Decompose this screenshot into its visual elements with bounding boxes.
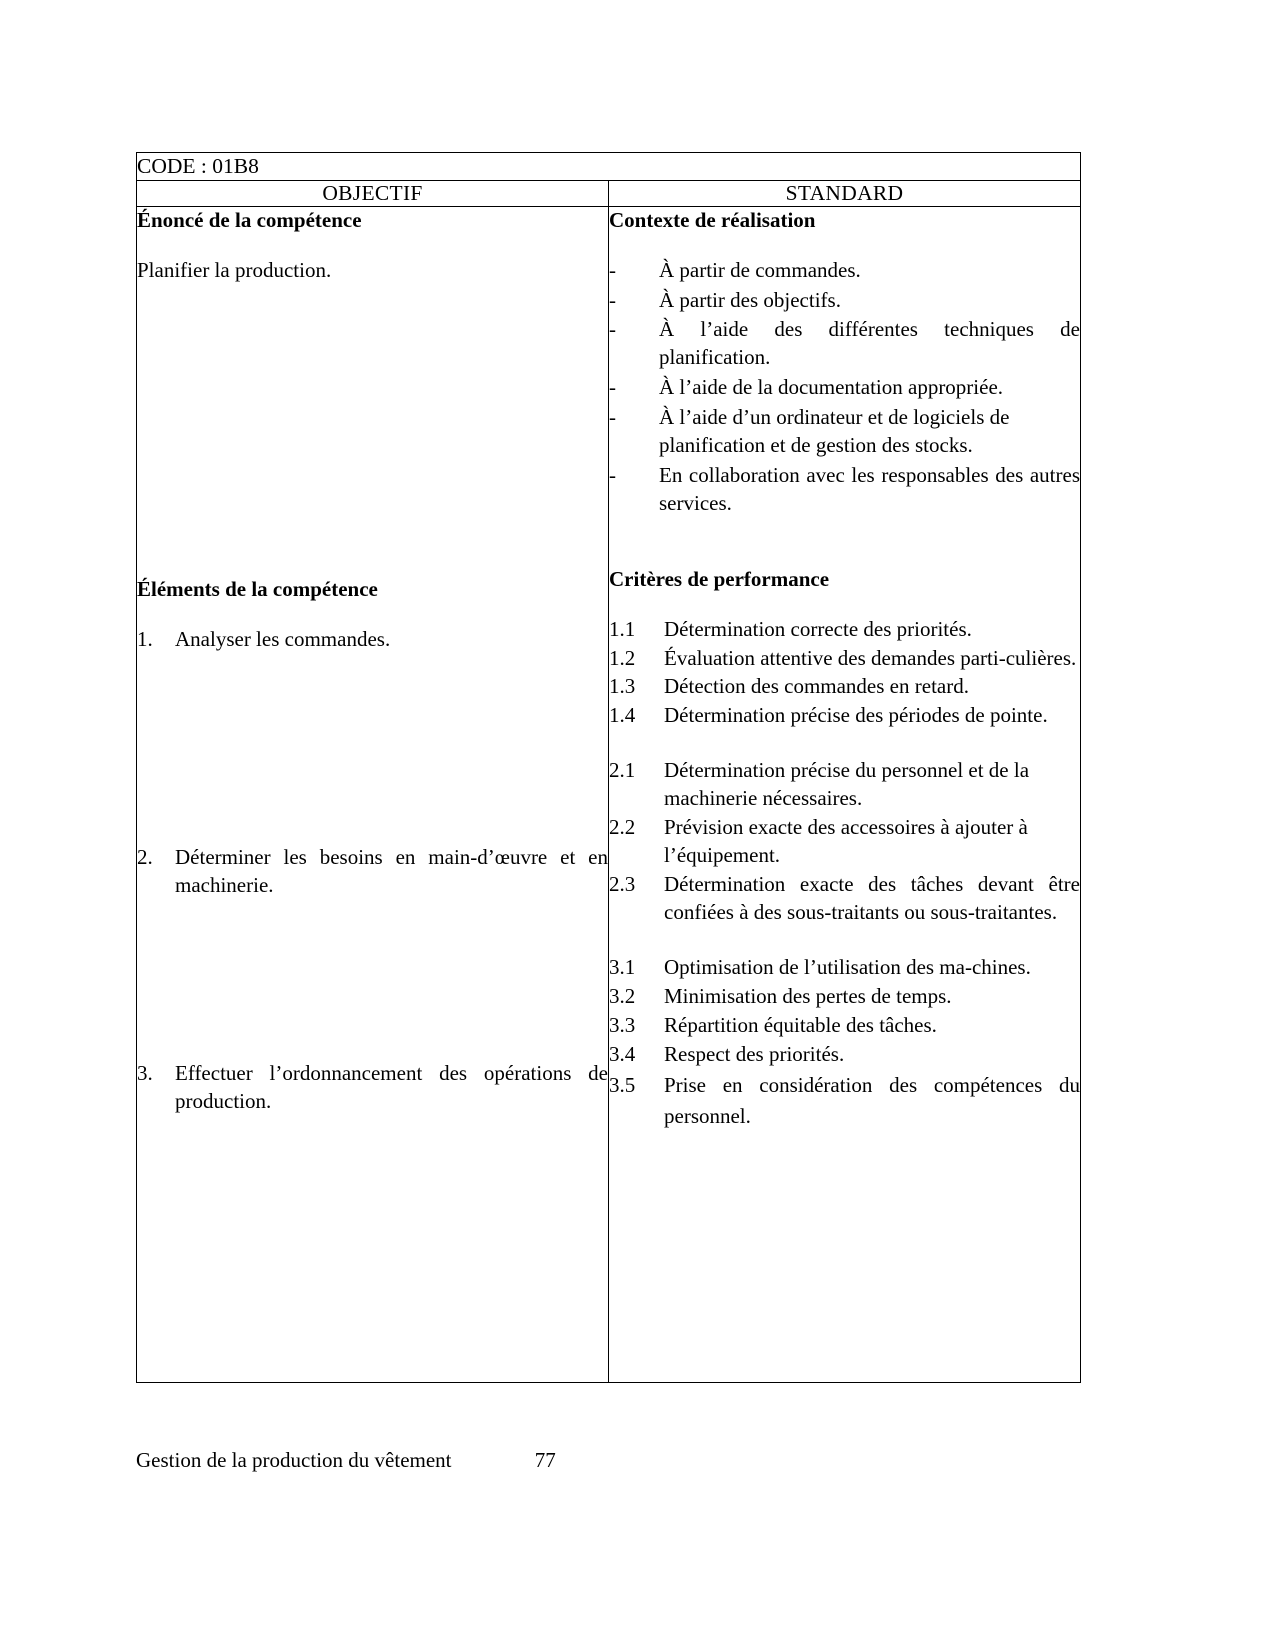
criterion-number: 1.3 bbox=[609, 674, 636, 699]
contexte-text: À l’aide de la documentation appropriée. bbox=[659, 375, 1004, 400]
criterion-text: Détermination correcte des priorités. bbox=[664, 616, 972, 641]
criterion-number: 3.1 bbox=[609, 954, 636, 979]
contexte-text: À partir de commandes. bbox=[659, 257, 861, 282]
criterion-text: Respect des priorités. bbox=[664, 1041, 845, 1066]
elements-title: Éléments de la compétence bbox=[137, 577, 378, 602]
dash-bullet: - bbox=[609, 375, 616, 400]
list-item bbox=[137, 626, 608, 654]
criterion-number: 3.3 bbox=[609, 1012, 636, 1037]
table-row-headers bbox=[137, 180, 1081, 206]
dash-bullet: - bbox=[609, 317, 616, 342]
spacer bbox=[137, 330, 608, 576]
list-item bbox=[609, 1041, 1080, 1069]
competency-table bbox=[136, 152, 1081, 1383]
list-item bbox=[609, 616, 1080, 644]
list-item bbox=[609, 673, 1080, 701]
contexte-list bbox=[609, 257, 1080, 518]
list-item bbox=[609, 1070, 1080, 1133]
standard-cell bbox=[609, 206, 1081, 1382]
contexte-text: À partir des objectifs. bbox=[659, 287, 841, 312]
list-item bbox=[609, 316, 1080, 372]
criterion-text: Répartition équitable des tâches. bbox=[664, 1012, 937, 1037]
element-number: 2. bbox=[137, 844, 153, 869]
page-footer bbox=[136, 1448, 1080, 1473]
dash-bullet: - bbox=[609, 463, 616, 488]
list-item bbox=[609, 983, 1080, 1011]
list-item bbox=[609, 462, 1080, 518]
criterion-number: 1.1 bbox=[609, 616, 636, 641]
objectif-cell bbox=[137, 206, 609, 1382]
criterion-text: Prévision exacte des accessoires à ajouter à l’équipement. bbox=[664, 815, 1028, 868]
contexte-text: À l’aide d’un ordinateur et de logiciels de planification et de gestion des stocks. bbox=[659, 405, 1010, 458]
header-standard: STANDARD bbox=[609, 180, 1081, 206]
criteres-group-2 bbox=[609, 757, 1080, 927]
list-item bbox=[137, 1060, 608, 1116]
criterion-number: 3.2 bbox=[609, 983, 636, 1008]
criterion-text: Évaluation attentive des demandes parti-culières. bbox=[664, 645, 1077, 670]
criterion-number: 2.1 bbox=[609, 758, 636, 783]
spacer bbox=[609, 520, 1080, 566]
criteres-group-3 bbox=[609, 954, 1080, 1133]
table-row-body bbox=[137, 206, 1081, 1382]
criterion-number: 3.5 bbox=[609, 1072, 636, 1097]
table-row-code bbox=[137, 153, 1081, 181]
criteres-group-1 bbox=[609, 616, 1080, 731]
element-number: 3. bbox=[137, 1060, 153, 1085]
criterion-text: Minimisation des pertes de temps. bbox=[664, 983, 952, 1008]
criterion-number: 1.4 bbox=[609, 703, 636, 728]
criteres-title: Critères de performance bbox=[609, 566, 830, 591]
criterion-number: 1.2 bbox=[609, 645, 636, 670]
dash-bullet: - bbox=[609, 287, 616, 312]
footer-title: Gestion de la production du vêtement bbox=[136, 1448, 452, 1472]
list-item bbox=[609, 257, 1080, 285]
criterion-number: 2.2 bbox=[609, 815, 636, 840]
spacer bbox=[137, 900, 608, 1060]
element-number: 1. bbox=[137, 627, 153, 652]
list-item bbox=[609, 645, 1080, 673]
list-item bbox=[609, 1012, 1080, 1040]
list-item bbox=[609, 757, 1080, 813]
list-item bbox=[609, 871, 1080, 927]
criterion-number: 2.3 bbox=[609, 871, 636, 896]
footer-page-number: 77 bbox=[534, 1448, 556, 1472]
list-item bbox=[609, 287, 1080, 315]
list-item bbox=[609, 404, 1080, 460]
header-objectif: OBJECTIF bbox=[137, 180, 609, 206]
list-item bbox=[609, 954, 1080, 982]
contexte-title: Contexte de réalisation bbox=[609, 207, 816, 232]
criterion-text: Détermination précise des périodes de pointe. bbox=[664, 703, 1048, 728]
element-text: Analyser les commandes. bbox=[175, 627, 391, 652]
contexte-text: À l’aide des différentes techniques de planification. bbox=[659, 317, 1080, 370]
spacer bbox=[137, 284, 608, 330]
list-item bbox=[609, 814, 1080, 870]
dash-bullet: - bbox=[609, 257, 616, 282]
spacer bbox=[609, 928, 1080, 954]
elements-list bbox=[137, 626, 608, 1116]
dash-bullet: - bbox=[609, 405, 616, 430]
enonce-title: Énoncé de la compétence bbox=[137, 207, 362, 232]
criterion-text: Optimisation de l’utilisation des ma-chines. bbox=[664, 954, 1031, 979]
criterion-text: Détermination précise du personnel et de la machinerie nécessaires. bbox=[664, 758, 1030, 811]
list-item bbox=[609, 702, 1080, 730]
spacer bbox=[609, 731, 1080, 757]
spacer bbox=[137, 654, 608, 844]
criterion-text: Prise en considération des compétences du personnel. bbox=[664, 1072, 1080, 1129]
contexte-text: En collaboration avec les responsables des autres services. bbox=[659, 463, 1080, 515]
criterion-text: Détermination exacte des tâches devant être confiées à des sous-traitants ou sous-traitantes. bbox=[664, 871, 1080, 924]
criterion-text: Détection des commandes en retard. bbox=[664, 674, 969, 699]
enonce-text: Planifier la production. bbox=[137, 257, 332, 282]
element-text: Effectuer l’ordonnancement des opérations de production. bbox=[175, 1060, 608, 1113]
list-item bbox=[609, 374, 1080, 402]
criterion-number: 3.4 bbox=[609, 1041, 636, 1066]
code-cell: CODE : 01B8 bbox=[137, 153, 1081, 181]
list-item bbox=[137, 844, 608, 900]
element-text: Déterminer les besoins en main-d’œuvre et en machinerie. bbox=[175, 844, 608, 897]
